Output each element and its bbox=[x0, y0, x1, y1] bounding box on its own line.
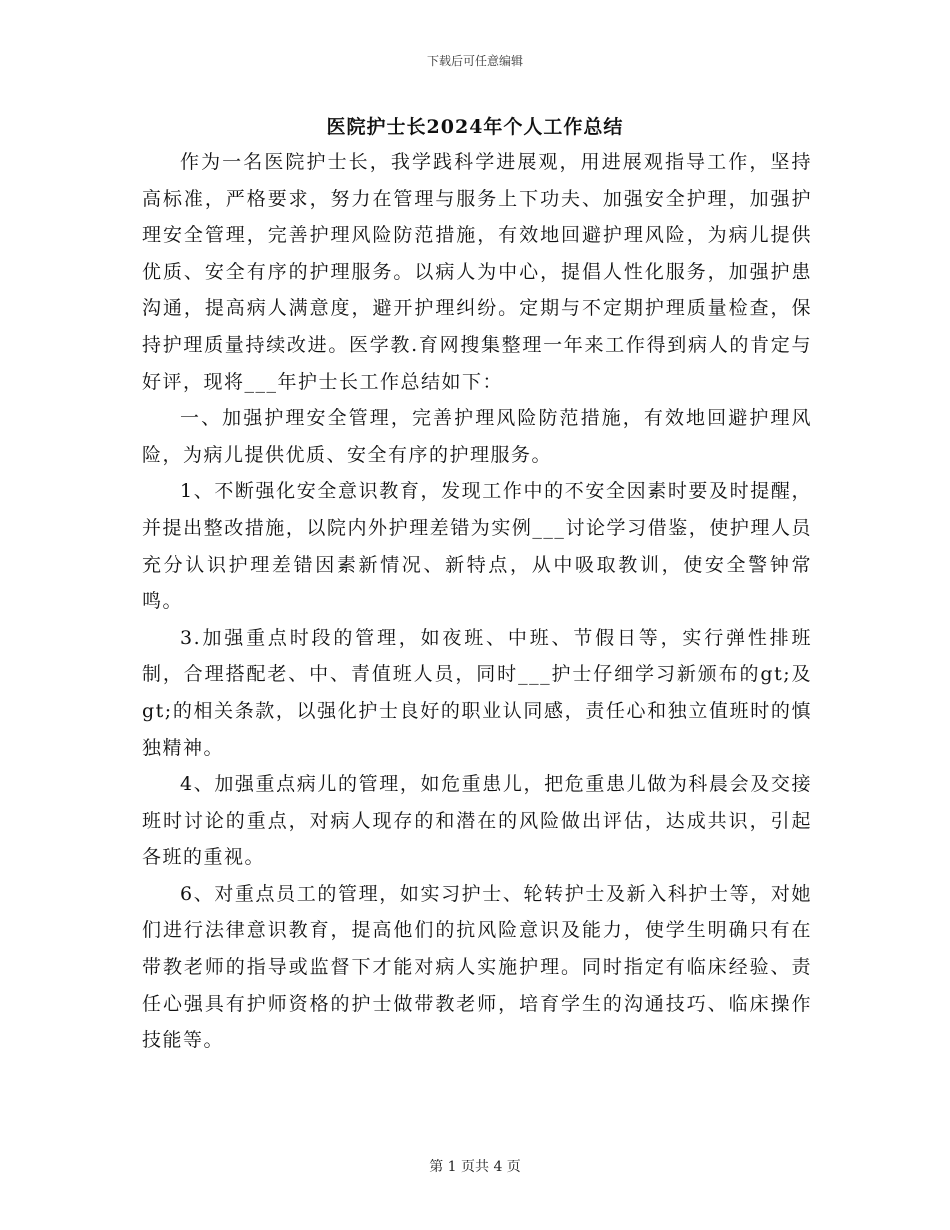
page-number: 第 1 页共 4 页 bbox=[429, 1159, 521, 1175]
document-body bbox=[142, 144, 812, 1059]
paragraph-item-4: 4、加强重点病儿的管理，如危重患儿，把危重患儿做为科晨会及交接班时讨论的重点，对病人现存的和潜在的风险做出评估，达成共识，引起各班的重视。 bbox=[142, 773, 812, 869]
paragraph-intro: 作为一名医院护士长，我学践科学进展观，用进展观指导工作，坚持高标准，严格要求，努力在管理与服务上下功夫、加强安全护理，加强护理安全管理，完善护理风险防范措施，有效地回避护理风险，为病儿提供优质、安全有序的护理服务。以病人为中心，提倡人性化服务，加强护患沟通，提高病人满意度，避开护理纠纷。定期与不定期护理质量检查，保持护理质量持续改进。医学教.育网搜集整理一年来工作得到病人的肯定与好评，现将___年护士长工作总结如下： bbox=[142, 151, 812, 393]
paragraph-item-3: 3.加强重点时段的管理，如夜班、中班、节假日等，实行弹性排班制，合理搭配老、中、青值班人员，同时___护士仔细学习新颁布的gt;及gt;的相关条款，以强化护士良好的职业认同感，责任心和独立值班时的慎独精神。 bbox=[142, 626, 812, 759]
document-title: 医院护士长2024年个人工作总结 bbox=[326, 116, 624, 138]
paragraph-section-1-heading: 一、加强护理安全管理，完善护理风险防范措施，有效地回避护理风险，为病儿提供优质、安全有序的护理服务。 bbox=[142, 407, 812, 466]
page-header-note: 下载后可任意编辑 bbox=[426, 54, 523, 68]
paragraph-item-6: 6、对重点员工的管理，如实习护士、轮转护士及新入科护士等，对她们进行法律意识教育，提高他们的抗风险意识及能力，使学生明确只有在带教老师的指导或监督下才能对病人实施护理。同时指定有临床经验、责任心强具有护师资格的护士做带教老师，培育学生的沟通技巧、临床操作技能等。 bbox=[142, 882, 812, 1052]
paragraph-item-1: 1、不断强化安全意识教育，发现工作中的不安全因素时要及时提醒，并提出整改措施，以院内外护理差错为实例___讨论学习借鉴，使护理人员充分认识护理差错因素新情况、新特点，从中吸取教训，使安全警钟常鸣。 bbox=[142, 480, 812, 613]
